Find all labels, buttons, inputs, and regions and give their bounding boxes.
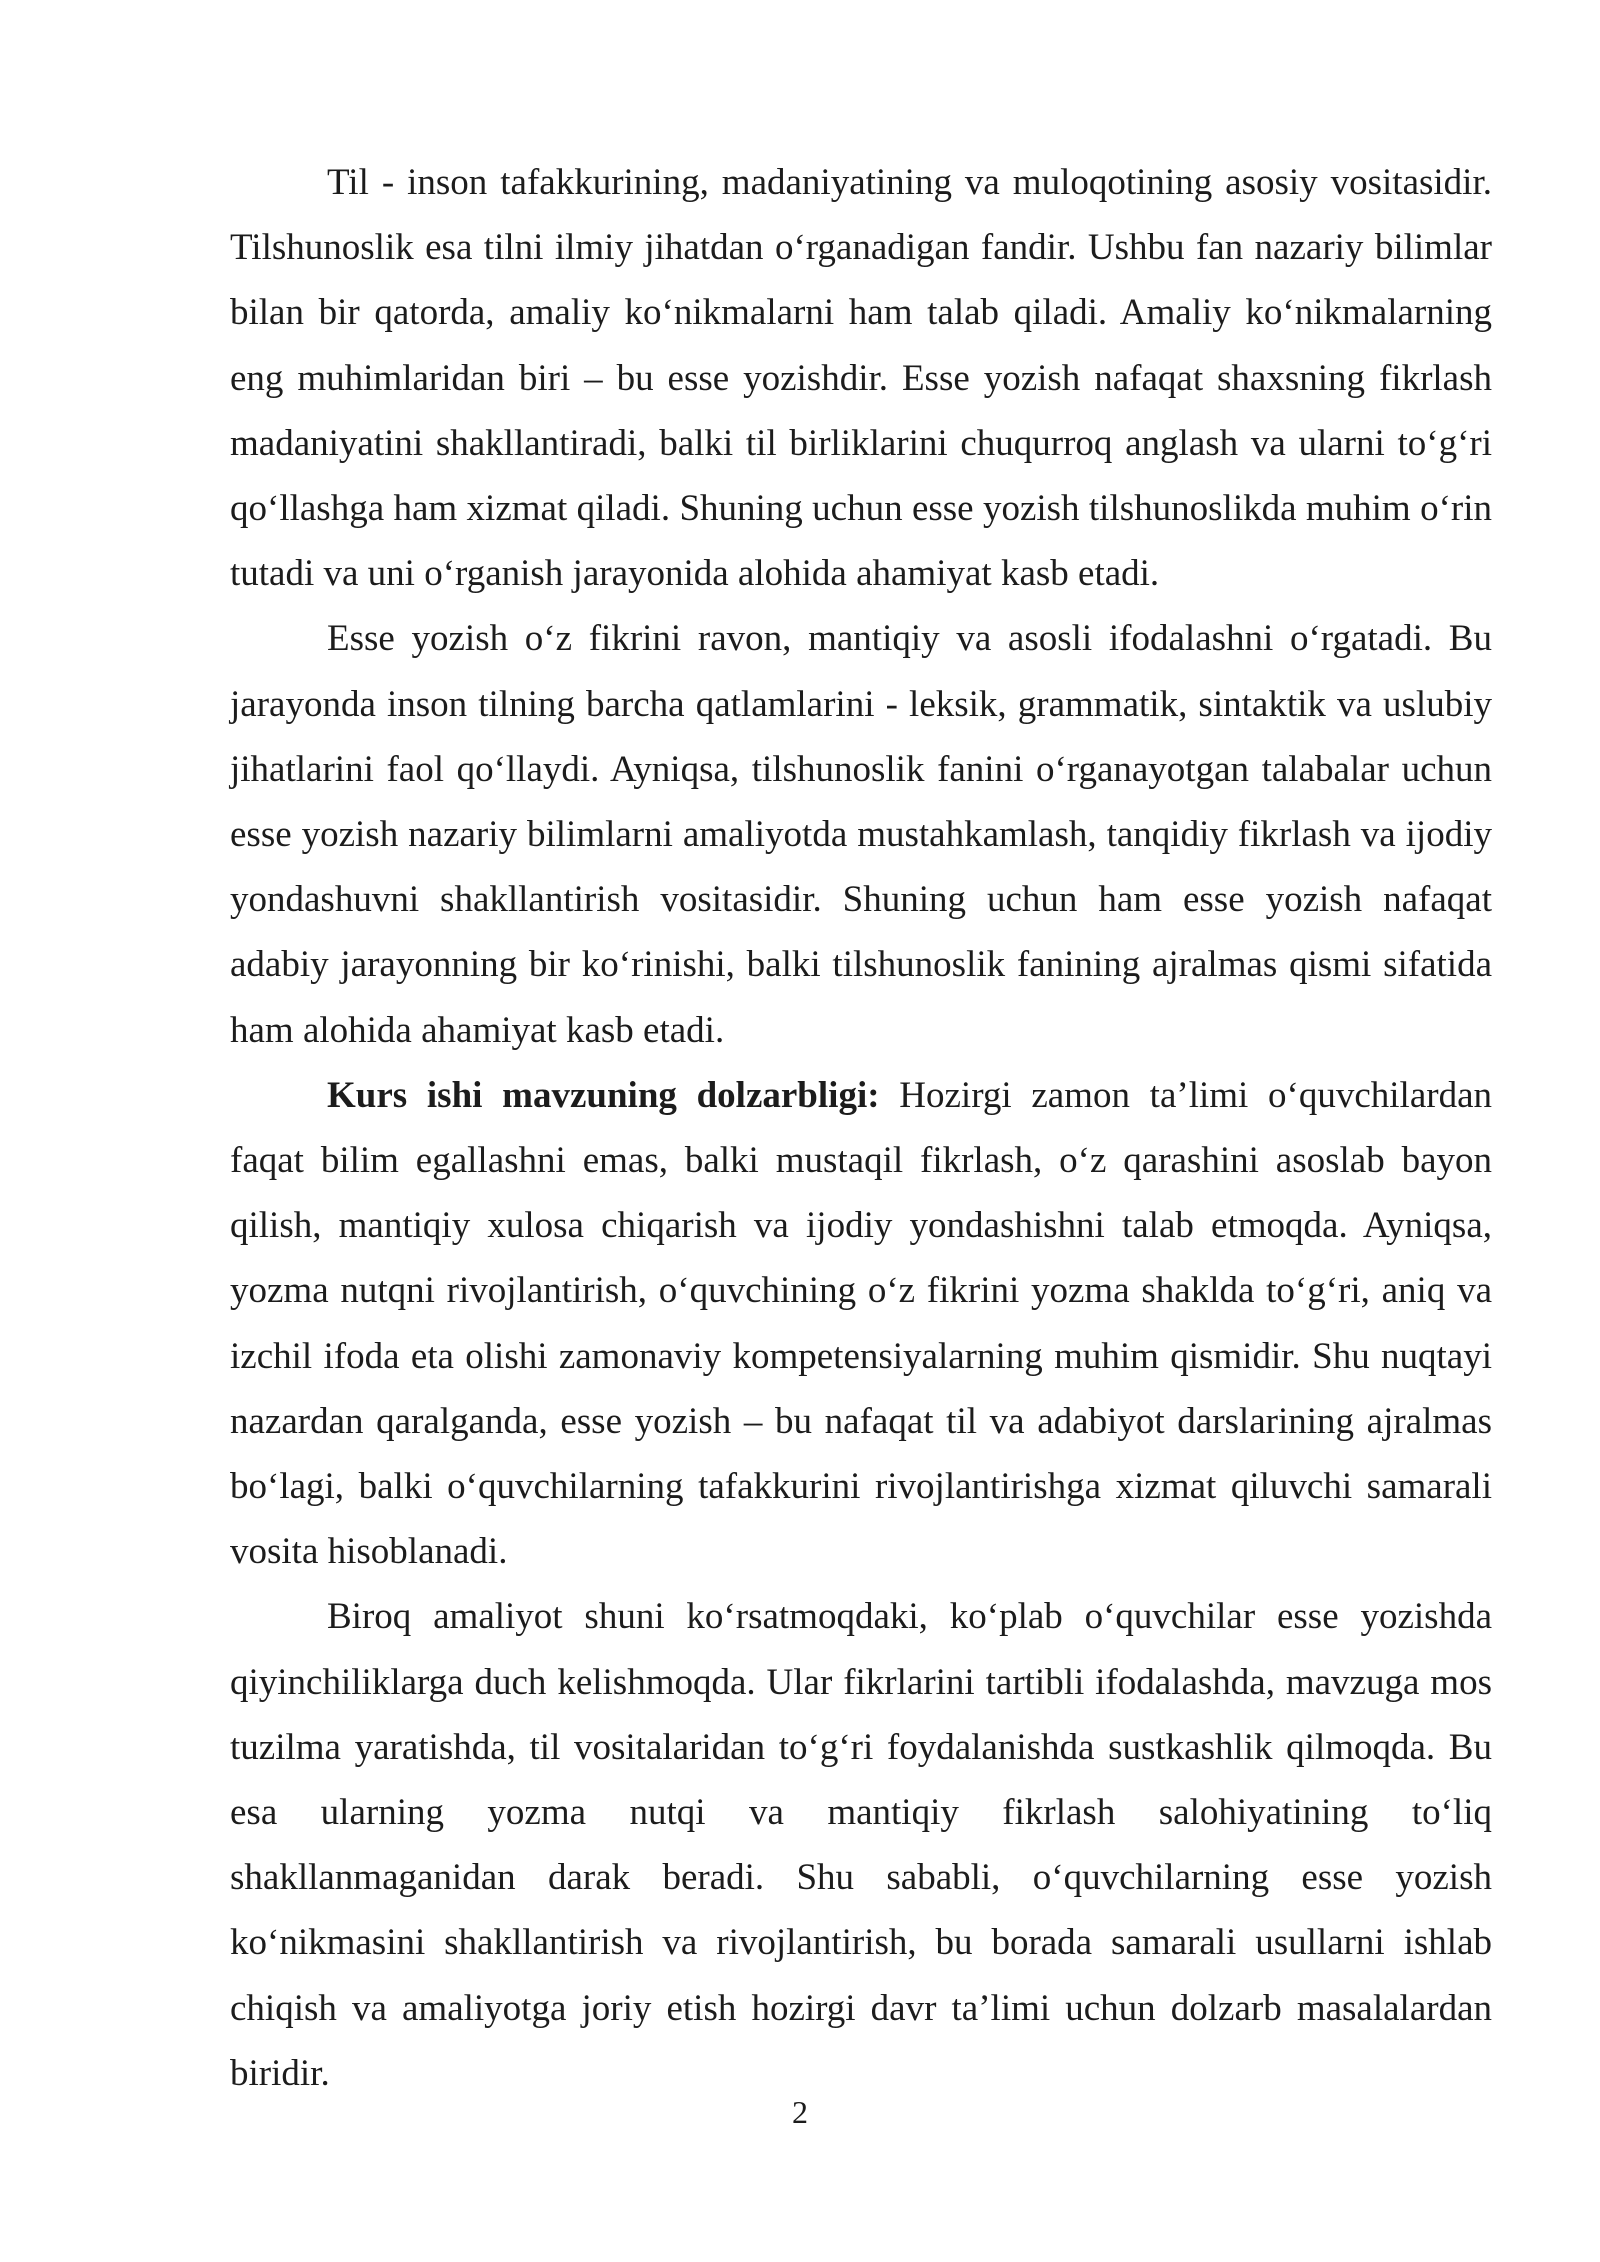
paragraph-text: Esse yozish o‘z fikrini ravon, mantiqiy va asosli ifodalashni o‘rgatadi. Bu jarayonda inson tilning barcha qatlamlarini - leksik, grammatik, sintaktik va uslubiy jihatlarini faol qo‘llaydi. Ayniqsa, tilshunoslik fanini o‘rganayotgan talabalar uchun esse yozish nazariy bilimlarni amaliyotda mustahkamlash, tanqidiy fikrlash va ijodiy yondashuvni shakllantirish vositasidir. Shuning uchun ham esse yozish nafaqat adabiy jarayonning bir ko‘rinishi, balki tilshunoslik fanining ajralmas qismi sifatida ham alohida ahamiyat kasb etadi. bbox=[230, 618, 1492, 1051]
paragraph-practice bbox=[230, 1584, 1492, 2106]
relevance-heading: Kurs ishi mavzuning dolzarbligi: bbox=[327, 1074, 880, 1116]
paragraph-text: Biroq amaliyot shuni ko‘rsatmoqdaki, ko‘plab o‘quvchilar esse yozishda qiyinchiliklarga duch kelishmoqda. Ular fikrlarini tartibli ifodalashda, mavzuga mos tuzilma yaratishda, til vositalaridan to‘g‘ri foydalanishda sustkashlik qilmoqda. Bu esa ularning yozma nutqi va mantiqiy fikrlash salohiyatining to‘liq shakllanmaganidan darak beradi. Shu sababli, o‘quvchilarning esse yozish ko‘nikmasini shakllantirish va rivojlantirish, bu borada samarali usullarni ishlab chiqish va amaliyotga joriy etish hozirgi davr ta’limi uchun dolzarb masalalardan biridir. bbox=[230, 1596, 1492, 2094]
paragraph-text: Til - inson tafakkurining, madaniyatining va muloqotining asosiy vositasidir. Tilshunoslik esa tilni ilmiy jihatdan o‘rganadigan fandir. Ushbu fan nazariy bilimlar bilan bir qatorda, amaliy ko‘nikmalarni ham talab qiladi. Amaliy ko‘nikmalarning eng muhimlaridan biri – bu esse yozishdir. Esse yozish nafaqat shaxsning fikrlash madaniyatini shakllantiradi, balki til birliklarini chuqurroq anglash va ularni to‘g‘ri qo‘llashga ham xizmat qiladi. Shuning uchun esse yozish tilshunoslikda muhim o‘rin tutadi va uni o‘rganish jarayonida alohida ahamiyat kasb etadi. bbox=[230, 162, 1492, 595]
paragraph-intro bbox=[230, 150, 1492, 606]
document-body bbox=[230, 150, 1492, 2106]
page-number: 2 bbox=[792, 2094, 808, 2130]
paragraph-essay-writing bbox=[230, 606, 1492, 1062]
paragraph-relevance bbox=[230, 1063, 1492, 1585]
paragraph-text: Hozirgi zamon ta’limi o‘quvchilardan faqat bilim egallashni emas, balki mustaqil fikrlash, o‘z qarashini asoslab bayon qilish, mantiqiy xulosa chiqarish va ijodiy yondashishni talab etmoqda. Ayniqsa, yozma nutqni rivojlantirish, o‘quvchining o‘z fikrini yozma shaklda to‘g‘ri, aniq va izchil ifoda eta olishi zamonaviy kompetensiyalarning muhim qismidir. Shu nuqtayi nazardan qaralganda, esse yozish – bu nafaqat til va adabiyot darslarining ajralmas bo‘lagi, balki o‘quvchilarning tafakkurini rivojlantirishga xizmat qiluvchi samarali vosita hisoblanadi. bbox=[230, 1074, 1493, 1573]
